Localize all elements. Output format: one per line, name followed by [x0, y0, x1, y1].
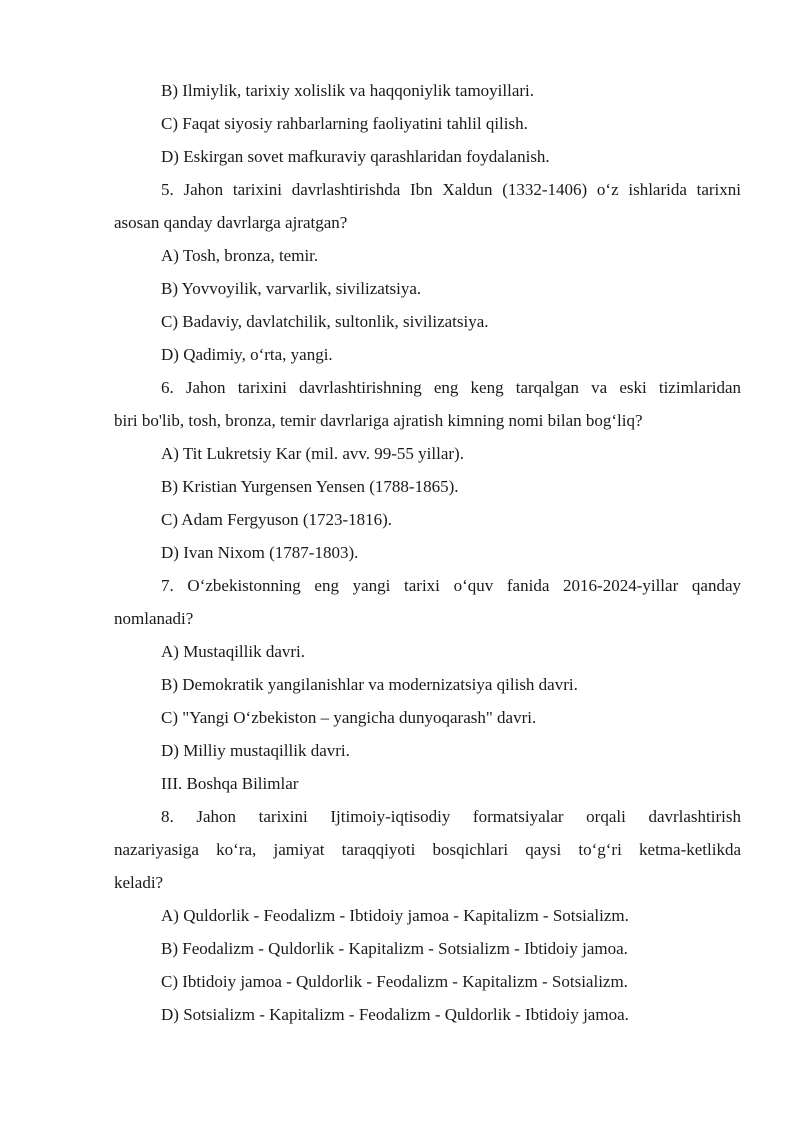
question-6-line-2: biri bo'lib, tosh, bronza, temir davrlariga ajratish kimning nomi bilan bog‘liq? — [114, 411, 643, 430]
option-c-q5: C) Badaviy, davlatchilik, sultonlik, sivilizatsiya. — [161, 312, 489, 331]
section-heading: III. Boshqa Bilimlar — [161, 774, 299, 793]
option-d-q6: D) Ivan Nixom (1787-1803). — [161, 543, 359, 562]
option-c-q6: C) Adam Fergyuson (1723-1816). — [161, 510, 393, 529]
question-5-line-2: asosan qanday davrlarga ajratgan? — [114, 213, 348, 232]
option-b-q7: B) Demokratik yangilanishlar va modernizatsiya qilish davri. — [161, 675, 578, 694]
question-7-line-1: 7. O‘zbekistonning eng yangi tarixi o‘quv fanida 2016-2024-yillar qanday — [161, 576, 741, 595]
option-d-q7: D) Milliy mustaqillik davri. — [161, 741, 350, 760]
option-c-q4: C) Faqat siyosiy rahbarlarning faoliyatini tahlil qilish. — [161, 114, 528, 133]
question-8-line-2: nazariyasiga ko‘ra, jamiyat taraqqiyoti bosqichlari qaysi to‘g‘ri ketma-ketlikda — [114, 840, 741, 859]
question-5-line-1: 5. Jahon tarixini davrlashtirishda Ibn Xaldun (1332-1406) o‘z ishlarida tarixni — [161, 180, 741, 199]
option-a-q6: A) Tit Lukretsiy Kar (mil. avv. 99-55 yillar). — [161, 444, 464, 463]
document-body — [114, 74, 741, 1031]
option-a-q8: A) Quldorlik - Feodalizm - Ibtidoiy jamoa - Kapitalizm - Sotsializm. — [161, 906, 629, 925]
option-a-q7: A) Mustaqillik davri. — [161, 642, 306, 661]
question-8-line-1: 8. Jahon tarixini Ijtimoiy-iqtisodiy formatsiyalar orqali davrlashtirish — [161, 807, 741, 826]
option-d-q8: D) Sotsializm - Kapitalizm - Feodalizm - Quldorlik - Ibtidoiy jamoa. — [161, 1005, 629, 1024]
option-a-q5: A) Tosh, bronza, temir. — [161, 246, 319, 265]
option-c-q8: C) Ibtidoiy jamoa - Quldorlik - Feodalizm - Kapitalizm - Sotsializm. — [161, 972, 628, 991]
option-b-q8: B) Feodalizm - Quldorlik - Kapitalizm - Sotsializm - Ibtidoiy jamoa. — [161, 939, 628, 958]
option-b-q5: B) Yovvoyilik, varvarlik, sivilizatsiya. — [161, 279, 422, 298]
question-8-line-3: keladi? — [114, 873, 164, 892]
option-c-q7: C) "Yangi O‘zbekiston – yangicha dunyoqarash" davri. — [161, 708, 537, 727]
option-d-q5: D) Qadimiy, o‘rta, yangi. — [161, 345, 333, 364]
question-6-line-1: 6. Jahon tarixini davrlashtirishning eng keng tarqalgan va eski tizimlaridan — [161, 378, 741, 397]
option-b-q6: B) Kristian Yurgensen Yensen (1788-1865). — [161, 477, 459, 496]
question-7-line-2: nomlanadi? — [114, 609, 194, 628]
option-d-q4: D) Eskirgan sovet mafkuraviy qarashlaridan foydalanish. — [161, 147, 550, 166]
option-b-q4: B) Ilmiylik, tarixiy xolislik va haqqoniylik tamoyillari. — [161, 81, 535, 100]
